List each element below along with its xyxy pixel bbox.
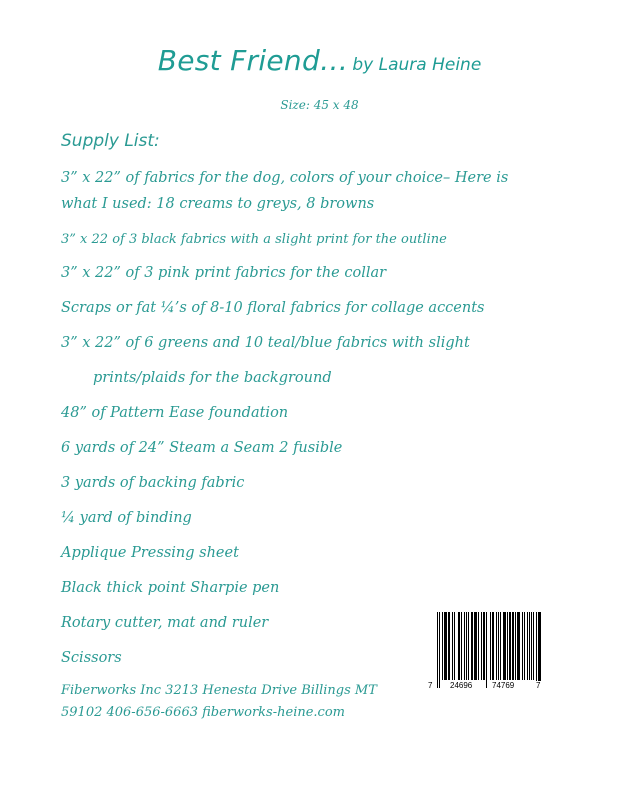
barcode-bar — [483, 612, 485, 680]
supply-line-8: 48” of Pattern Ease foundation — [61, 405, 289, 421]
barcode-bar — [490, 612, 491, 680]
supply-line-7: prints/plaids for the background — [93, 370, 332, 386]
barcode-bar — [478, 612, 479, 680]
supply-line-11: ¼ yard of binding — [61, 510, 192, 526]
barcode-bar — [481, 612, 482, 680]
barcode-digits — [427, 681, 547, 693]
barcode-bar — [498, 612, 499, 680]
barcode-bar — [466, 612, 467, 680]
barcode-bar — [522, 612, 523, 680]
barcode-bar — [486, 612, 487, 688]
barcode-bar — [536, 612, 537, 688]
barcode-bar — [507, 612, 508, 680]
barcode-bar — [509, 612, 511, 680]
supply-line-5: Scraps or fat ¼’s of 8-10 floral fabrics for collage accents — [61, 300, 485, 316]
footer-contact: 59102 406-656-6663 fiberworks-heine.com — [61, 705, 345, 720]
supply-line-12: Applique Pressing sheet — [61, 545, 239, 561]
barcode-bar — [461, 612, 462, 680]
barcode-bar — [474, 612, 477, 680]
barcode-bar — [503, 612, 506, 680]
title-main: Best Friend… — [157, 44, 349, 77]
barcode-bar — [527, 612, 528, 680]
supply-line-1: 3” x 22” of fabrics for the dog, colors of your choice– Here is — [61, 170, 509, 186]
title-byline: by Laura Heine — [352, 55, 482, 75]
barcode-bar — [538, 612, 541, 688]
barcode-bar — [471, 612, 473, 680]
barcode-bar — [517, 612, 520, 680]
barcode-bar — [442, 612, 443, 680]
barcode-bar — [500, 612, 501, 680]
barcode-right-digit: 7 — [536, 681, 541, 690]
barcode-bars — [427, 610, 547, 688]
supply-list-heading: Supply List: — [61, 131, 160, 151]
barcode-bar — [524, 612, 525, 680]
barcode-group-1: 24696 — [450, 681, 473, 690]
supply-line-6: 3” x 22” of 6 greens and 10 teal/blue fabrics with slight — [61, 335, 470, 351]
barcode-bar — [492, 612, 494, 680]
supply-line-10: 3 yards of backing fabric — [61, 475, 245, 491]
size-line: Size: 45 x 48 — [280, 98, 359, 112]
supply-line-3: 3” x 22 of 3 black fabrics with a slight print for the outline — [61, 232, 447, 247]
barcode-bar — [529, 612, 530, 680]
barcode-bar — [448, 612, 450, 680]
barcode-bar — [531, 612, 532, 680]
barcode-bar — [496, 612, 497, 680]
supply-line-2: what I used: 18 creams to greys, 8 browns — [61, 196, 375, 212]
barcode-bar — [512, 612, 514, 680]
barcode-group-2: 74769 — [492, 681, 515, 690]
supply-line-13: Black thick point Sharpie pen — [61, 580, 280, 596]
barcode-bar — [458, 612, 460, 680]
supply-line-14: Rotary cutter, mat and ruler — [61, 615, 269, 631]
barcode-bar — [454, 612, 455, 680]
barcode-bar — [437, 612, 438, 688]
supply-line-15: Scissors — [61, 650, 122, 666]
barcode-bar — [468, 612, 469, 680]
barcode — [427, 610, 547, 696]
barcode-bar — [533, 612, 534, 680]
barcode-bar — [515, 612, 516, 680]
barcode-bar — [464, 612, 465, 680]
page-title — [0, 44, 639, 77]
supply-line-9: 6 yards of 24” Steam a Seam 2 fusible — [61, 440, 343, 456]
footer-address: Fiberworks Inc 3213 Henesta Drive Billings MT — [61, 683, 377, 698]
barcode-bar — [439, 612, 440, 688]
barcode-bar — [444, 612, 447, 680]
barcode-bar — [452, 612, 453, 680]
barcode-left-digit: 7 — [428, 681, 433, 690]
supply-line-4: 3” x 22” of 3 pink print fabrics for the collar — [61, 265, 387, 281]
